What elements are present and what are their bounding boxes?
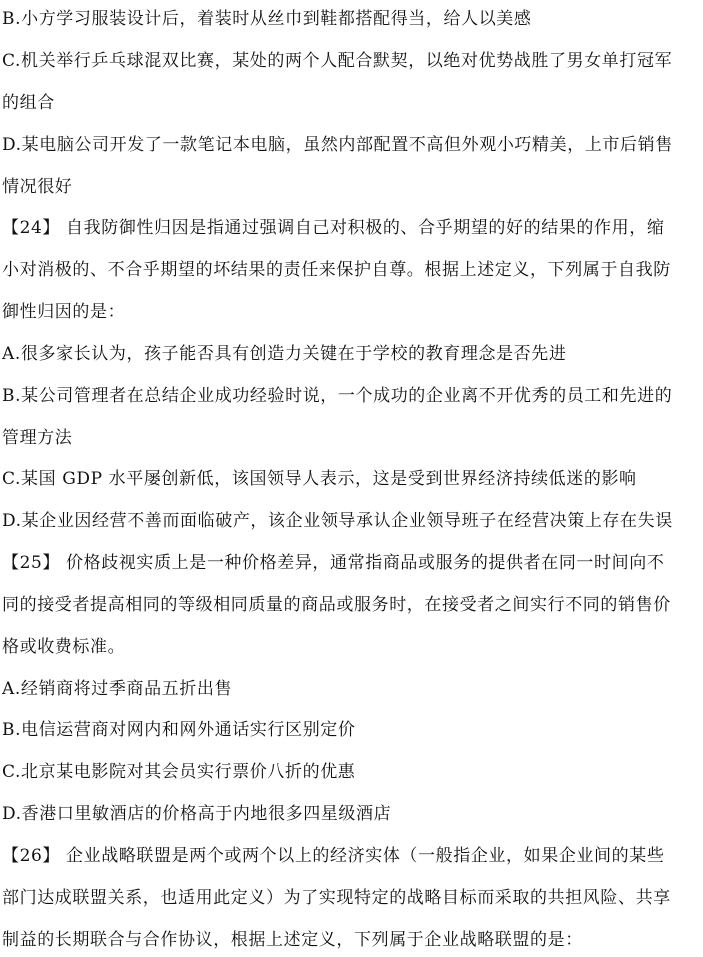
question-25-stem-line-2: 同的接受者提高相同的等级相同质量的商品或服务时，在接受者之间实行不同的销售价 xyxy=(2,595,671,615)
question-25-option-d: D.香港口里敏酒店的价格高于内地很多四星级酒店 xyxy=(2,804,392,824)
question-26-stem-line-3: 制益的长期联合与合作协议，根据上述定义，下列属于企业战略联盟的是： xyxy=(2,930,583,950)
question-24-option-d: D.某企业因经营不善而面临破产，该企业领导承认企业领导班子在经营决策上存在失误 xyxy=(2,511,673,531)
question-25-option-b: B.电信运营商对网内和网外通话实行区别定价 xyxy=(2,720,356,740)
question-25-stem-line-3: 格或收费标准。 xyxy=(2,637,126,657)
text-line-option-c-q23-cont: 的组合 xyxy=(2,93,55,113)
question-24-option-b-cont: 管理方法 xyxy=(2,428,73,448)
question-24-stem: 【24】 自我防御性归因是指通过强调自己对积极的、合乎期望的好的结果的作用，缩 xyxy=(2,218,665,238)
text-line-option-c-q23: C.机关举行乒乓球混双比赛，某处的两个人配合默契，以绝对优势战胜了男女单打冠军 xyxy=(2,51,673,71)
question-26-stem-line-2: 部门达成联盟关系，也适用此定义）为了实现特定的战略目标而采取的共担风险、共享 xyxy=(2,888,671,908)
question-26-stem: 【26】 企业战略联盟是两个或两个以上的经济实体（一般指企业，如果企业间的某些 xyxy=(2,846,665,866)
question-24-stem-line-2: 小对消极的、不合乎期望的坏结果的责任来保护自尊。根据上述定义，下列属于自我防 xyxy=(2,260,671,280)
text-line-option-b-q23: B.小方学习服装设计后，着装时从丝巾到鞋都搭配得当，给人以美感 xyxy=(2,9,532,29)
text-line-option-d-q23-cont: 情况很好 xyxy=(2,177,73,197)
question-24-option-a: A.很多家长认为，孩子能否具有创造力关键在于学校的教育理念是否先进 xyxy=(2,344,567,364)
question-24-option-b: B.某公司管理者在总结企业成功经验时说，一个成功的企业离不开优秀的员工和先进的 xyxy=(2,386,673,406)
question-24-stem-line-3: 御性归因的是： xyxy=(2,302,126,322)
text-line-option-d-q23: D.某电脑公司开发了一款笔记本电脑，虽然内部配置不高但外观小巧精美，上市后销售 xyxy=(2,135,673,155)
question-25-stem: 【25】 价格歧视实质上是一种价格差异，通常指商品或服务的提供者在同一时间向不 xyxy=(2,553,665,573)
question-24-option-c: C.某国 GDP 水平屡创新低，该国领导人表示，这是受到世界经济持续低迷的影响 xyxy=(2,469,637,489)
question-25-option-a: A.经销商将过季商品五折出售 xyxy=(2,679,233,699)
question-25-option-c: C.北京某电影院对其会员实行票价八折的优惠 xyxy=(2,762,356,782)
